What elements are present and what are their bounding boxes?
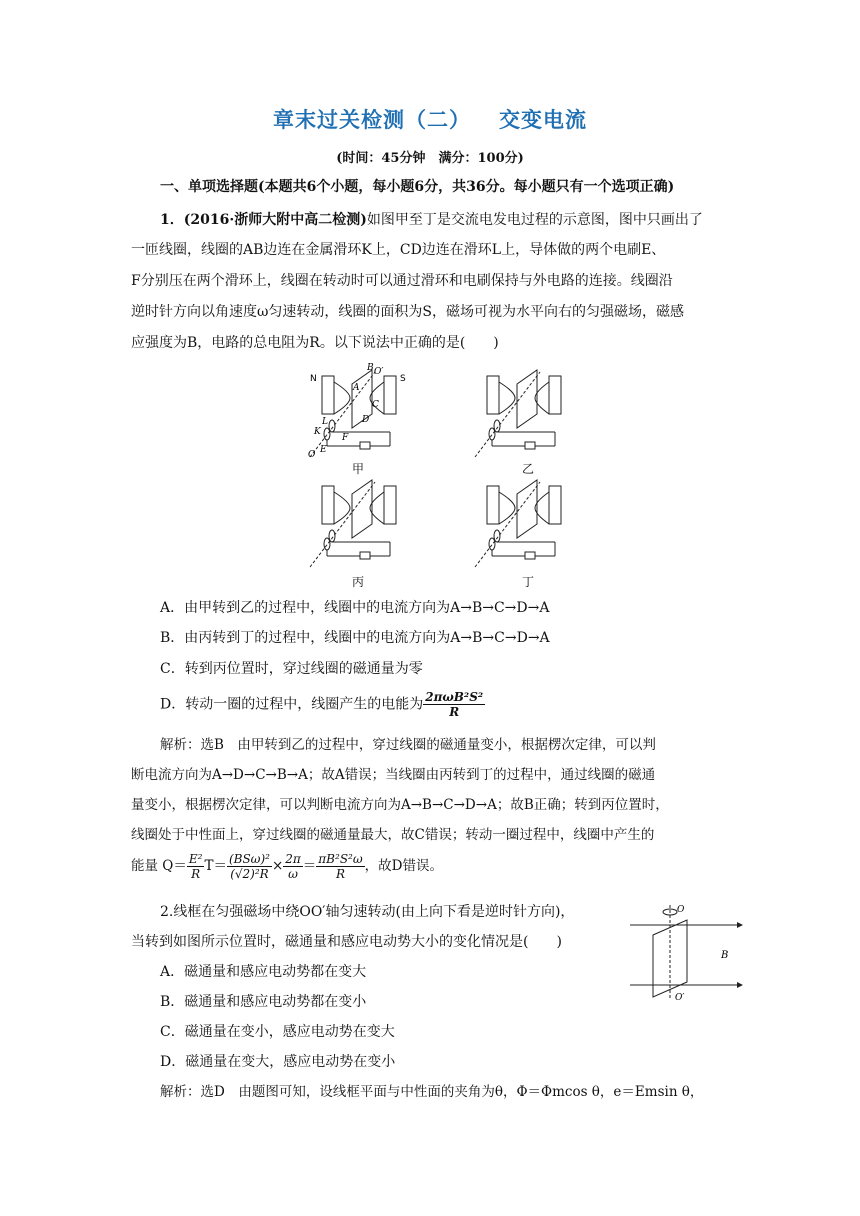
q1-option-d-text: D．转动一圈的过程中，线圈产生的电能为 [160,696,424,713]
q1-line1 [160,210,760,230]
exam-time-score: (时间：45分钟 满分：100分) [336,151,524,166]
label-O-prime: O′ [374,367,384,377]
generator-diagram-3 [310,480,396,567]
q1-line4: 逆时针方向以角速度ω匀速转动，线圈的面积为S，磁场可视为水平向右的匀强磁场，磁感 [131,304,685,320]
q1-line2: 一匝线圈，线圈的AB边连在金属滑环K上，CD边连在滑环L上，导体做的两个电刷E、 [131,242,666,258]
formula-fraction-2: $\frac{\text{(BSω)²}}{\text{(√2)²R}}$ [228,852,270,881]
label-F: F [342,433,349,443]
q2-line2: 当转到如图所示位置时，磁通量和感应电动势大小的变化情况是( ) [131,934,562,950]
q1-source: (2016·浙师大附中高二检测) [183,212,367,228]
label-N: N [310,374,317,384]
q1-option-a: A．由甲转到乙的过程中，线圈中的电流方向为A→B→C→D→A [160,600,550,616]
label-K: K [314,427,321,437]
rotating-frame-figure [625,900,745,1005]
q1-number: 1． [160,212,184,228]
q1-option-d [160,690,485,719]
label-E: E [320,445,327,455]
formula-fraction-3: $\frac{2\pi}{\omega}$ [285,852,301,881]
label-C: C [372,400,379,410]
field-arrow-top [737,922,743,928]
axis-label-bottom: O′ [675,993,685,1003]
energy-fraction: $\frac{\text{2πωB²S²}}{R}$ [425,690,484,719]
generator-figure-grid [300,362,620,587]
label-A: A [353,383,360,393]
q1-solution-line2: 断电流方向为A→D→C→B→A；故A错误；当线圈由丙转到丁的过程中，通过线圈的磁通 [131,767,656,783]
caption-ding: 丁 [522,575,535,589]
q2-option-d: D．磁通量在变大，感应电动势在变小 [160,1054,396,1070]
label-B: B [367,363,374,373]
page-title [0,104,860,134]
q1-text1: 如图甲至丁是交流电发电过程的示意图，图中只画出了 [366,212,703,228]
generator-diagram-4 [475,480,561,567]
q1-option-b: B．由丙转到丁的过程中，线圈中的电流方向为A→B→C→D→A [160,630,550,646]
label-D: D [362,415,370,425]
q1-line3: F分别压在两个滑环上，线圈在转动时可以通过滑环和电刷保持与外电路的连接。线圈沿 [131,273,673,289]
field-arrow-bottom [737,982,743,988]
q1-solution-line3: 量变小，根据楞次定律，可以判断电流方向为A→B→C→D→A；故B正确；转到丙位置时， [131,797,669,813]
q2-solution-line1: 解析：选D 由题图可知，设线框平面与中性面的夹角为θ，Φ＝Φmcos θ，e＝Emsin θ， [160,1084,704,1100]
title-chapter: 章末过关检测（二） [273,108,471,132]
q1-line5: 应强度为B，电路的总电阻为R。以下说法中正确的是( ) [131,335,499,351]
q2-option-b: B．磁通量和感应电动势都在变小 [160,994,367,1010]
label-S: S [400,374,406,384]
caption-yi: 乙 [522,462,535,476]
q1-solution-line5: 能量 Q＝ $\frac{\text{E²}}{R}$ T＝ $\frac{\text{(BSω)²}}{\text{(√2)²R}}$ × $\frac{2\pi}{\omega}$ ＝ $\frac{\text{πB²S²ω}}{R}$ ，故D错误。 [131,852,443,881]
label-O: O [308,450,316,460]
q2-line1: 2.线框在匀强磁场中绕OO′轴匀速转动(由上向下看是逆时针方向)， [160,904,575,920]
q2-option-c: C．磁通量在变小，感应电动势在变大 [160,1024,395,1040]
q1-solution-line4: 线圈处于中性面上，穿过线圈的磁通量最大，故C错误；转动一圈过程中，线圈中产生的 [131,827,655,843]
title-topic: 交变电流 [499,108,587,132]
caption-jia: 甲 [352,462,365,476]
formula-fraction-4: $\frac{\text{πB²S²ω}}{R}$ [318,852,363,881]
field-label: B [721,950,729,961]
formula-fraction-1: $\frac{\text{E²}}{R}$ [188,852,203,881]
generator-diagram-2 [475,370,561,457]
label-L: L [322,417,328,427]
caption-bing: 丙 [352,575,365,589]
q1-option-c: C．转到丙位置时，穿过线圈的磁通量为零 [160,661,423,677]
axis-label-top: O [677,905,685,915]
section-heading: 一、单项选择题(本题共6个小题，每小题6分，共36分。每小题只有一个选项正确) [160,179,675,195]
q2-option-a: A．磁通量和感应电动势都在变大 [160,964,367,980]
q1-solution-line1: 解析：选B 由甲转到乙的过程中，穿过线圈的磁通量变小，根据楞次定律，可以判 [160,737,656,753]
